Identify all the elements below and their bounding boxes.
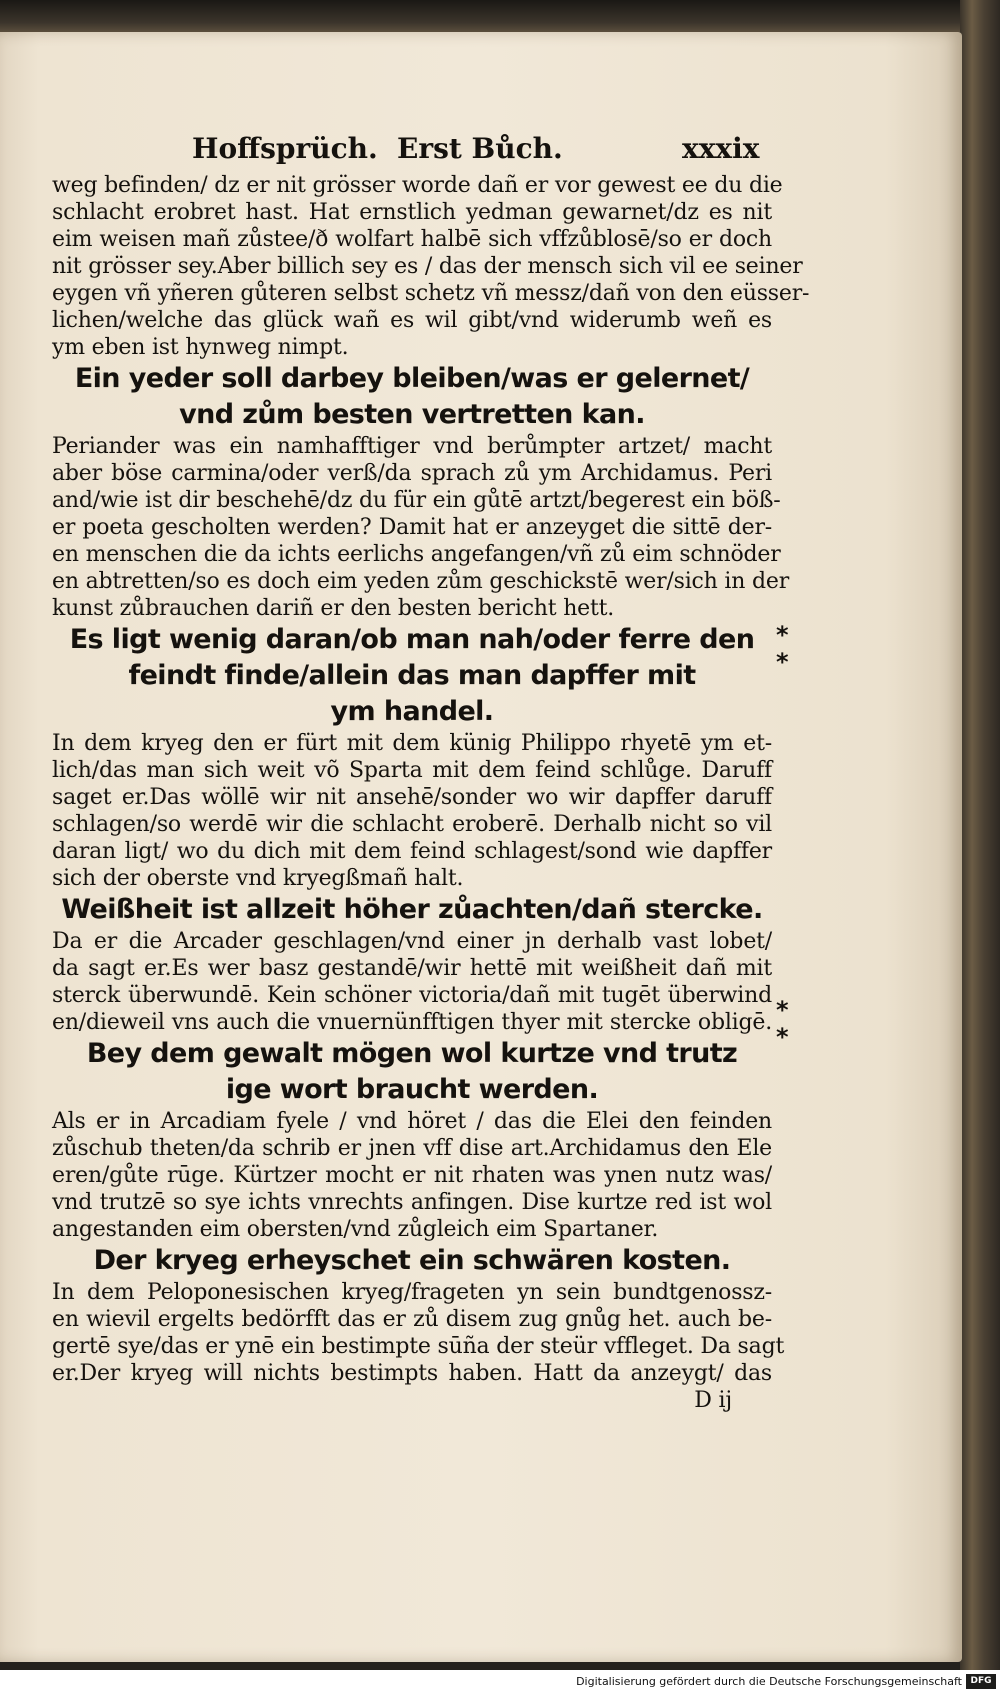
margin-asterisk: * [776,1023,789,1051]
text-line: lichen/welche das glück wañ es wil gibt/vnd widerumb weñ es [52,308,772,333]
section-heading [52,892,772,928]
running-header-center: Erst Bůch. [397,132,563,165]
text-line: and/wie ist dir beschehē/dz du für ein gůtē artzt/begerest ein böß- [52,488,781,513]
text-line: Periander was ein namhafftiger vnd berůmpter artzet/ macht [52,434,772,459]
text-line: vnd trutzē so sye ichts vnrechts anfingen. Dise kurtze red ist wol [52,1190,772,1215]
heading-line: Bey dem gewalt mögen wol kurtze vnd trutz [86,1038,738,1069]
text-line: sich der oberste vnd kryegßmañ halt. [52,866,464,891]
text-line: eygen vñ yñeren gůteren selbst schetz vñ messz/dañ von den eüsser- [52,281,810,306]
text-line: eren/gůte rūge. Kürtzer mocht er nit rhaten was ynen nutz was/ [52,1163,772,1188]
heading-line: Ein yeder soll darbey bleiben/was er gelernet/ [74,363,750,394]
running-header-left: Hoffsprüch. [192,132,378,165]
heading-line: Es ligt wenig daran/ob man nah/oder ferre den [69,624,755,655]
heading-line: Der kryeg erheyschet ein schwären kosten. [93,1245,731,1276]
heading-line: vnd zům besten vertretten kan. [179,399,645,430]
text-line: er poeta gescholten werden? Damit hat er anzeyget die sittē der- [52,515,772,540]
folio-number: xxxix [682,132,760,165]
text-line: en menschen die da ichts eerlichs angefangen/vñ zů eim schnöder [52,542,781,567]
heading-line: ige wort braucht werden. [225,1074,599,1105]
text-line: daran ligt/ wo du dich mit dem feind schlagest/sond wie dapffer [52,839,772,864]
heading-line: ym handel. [330,696,494,727]
text-line: lich/das man sich weit võ Sparta mit dem feind schlůge. Daruff [52,758,772,783]
paragraph [52,928,772,1036]
paragraph [52,433,790,622]
text-line: In dem Peloponesischen kryeg/frageten yn sein bundtgenossz- [52,1280,772,1305]
text-line: da sagt er.Es wer basz gestandē/wir hettē mit weißheit dañ mit [52,956,772,981]
text-line: schlagen/so werdē wir die schlacht eroberē. Derhalb nicht so vil [52,812,772,837]
text-line: kunst zůbrauchen dariñ er den besten bericht hett. [52,596,615,621]
section-heading [52,361,772,433]
footer-credit: Digitalisierung gefördert durch die Deutsche Forschungsgemeinschaft [576,1675,962,1688]
text-line: en/dieweil vns auch die vnuernünfftigen thyer mit stercke obligē. [52,1010,772,1035]
paragraph [52,1279,785,1387]
text-line: sterck überwundē. Kein schöner victoria/dañ mit tugēt überwind [52,983,772,1008]
text-line: Als er in Arcadiam fyele / vnd höret / das die Elei den feinden [52,1109,772,1134]
signature-mark: D ij [694,1388,732,1413]
text-line: en abtretten/so es doch eim yeden zům geschickstē wer/sich in der [52,569,790,594]
margin-asterisk: * [776,648,789,676]
text-line: aber böse carmina/oder verß/da sprach zů ym Archidamus. Peri [52,461,772,486]
text-line: zůschub theten/da schrib er jnen vff dise art.Archidamus den Ele [52,1136,772,1161]
margin-asterisk: * [776,621,789,649]
section-heading [52,1036,772,1108]
margin-marks-group [776,997,789,1051]
section-heading [52,1243,772,1279]
paragraph-continuation [52,172,810,361]
section-heading [52,622,772,730]
text-line: saget er.Das wöllē wir nit ansehē/sonder wo wir dapffer daruff [52,785,772,810]
text-line: en wievil ergelts bedörfft das er zů disem zug gnůg het. auch be- [52,1307,772,1332]
text-line: gertē sye/das er ynē ein bestimpte sūña der steür vffleget. Da sagt [52,1334,785,1359]
book-page-edge [960,0,1000,1670]
dfg-logo: DFG [966,1674,996,1689]
running-header [192,132,760,172]
text-line: er.Der kryeg will nichts bestimpts haben. Hatt da anzeygt/ das [52,1361,772,1386]
text-line: Da er die Arcader geschlagen/vnd einer jn derhalb vast lobet/ [52,929,772,954]
page-text-block [52,132,810,1414]
margin-marks-group [776,622,789,676]
text-line: In dem kryeg den er fürt mit dem künig Philippo rhyetē ym et- [52,731,772,756]
paragraph [52,730,772,892]
book-page [0,32,962,1662]
text-line: eim weisen mañ zůstee/ð wolfart halbē sich vffzůblosē/so er doch [52,227,772,252]
text-line: weg befinden/ dz er nit grösser worde dañ er vor gewest ee du die [52,173,783,198]
heading-line: feindt finde/allein das man dapffer mit [128,660,696,691]
text-line: angestanden eim obersten/vnd zůgleich eim Spartaner. [52,1217,659,1242]
footer-bar [0,1670,1000,1694]
book-top-edge [0,0,1000,32]
paragraph [52,1108,772,1243]
text-line: nit grösser sey.Aber billich sey es / das der mensch sich vil ee seiner [52,254,803,279]
margin-asterisk: * [776,996,789,1024]
text-line: ym eben ist hynweg nimpt. [52,335,349,360]
heading-line: Weißheit ist allzeit höher zůachten/dañ stercke. [61,894,763,925]
text-line: schlacht erobret hast. Hat ernstlich yedman gewarnet/dz es nit [52,200,772,225]
